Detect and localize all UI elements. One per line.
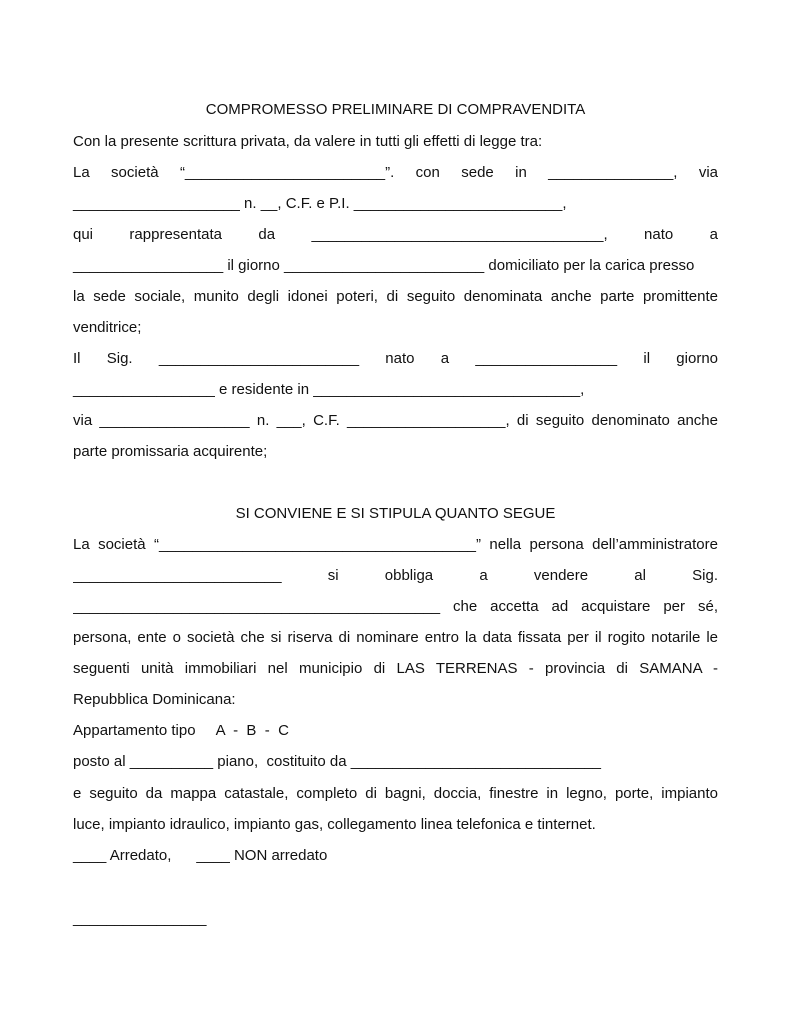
section-title: SI CONVIENE E SI STIPULA QUANTO SEGUE xyxy=(235,505,556,522)
line-11: parte promissaria acquirente; xyxy=(73,443,268,460)
line-17: Repubblica Dominicana: xyxy=(73,691,236,708)
line-5: __________________ il giorno ________________________ domiciliato per la carica presso xyxy=(73,257,695,274)
line-12: La società “______________________________________” nella persona dell’amministratore xyxy=(73,536,718,553)
line-7: venditrice; xyxy=(73,319,142,336)
line-13: _________________________ si obbliga a vendere al Sig. xyxy=(73,567,718,584)
line-10: via __________________ n. ___, C.F. ___________________, di seguito denominato anche xyxy=(73,412,718,429)
line-19: posto al __________ piano, costituito da ______________________________ xyxy=(73,753,601,770)
line-2: La società “________________________”. con sede in _______________, via xyxy=(73,164,718,181)
line-6: la sede sociale, munito degli idonei poteri, di seguito denominata anche parte promittente xyxy=(73,288,718,305)
line-15: persona, ente o società che si riserva di nominare entro la data fissata per il rogito notarile le xyxy=(73,629,718,646)
line-20: e seguito da mappa catastale, completo di bagni, doccia, finestre in legno, porte, impianto xyxy=(73,785,718,802)
line-3: ____________________ n. __, C.F. e P.I. _________________________, xyxy=(73,195,567,212)
line-22: ____ Arredato, ____ NON arredato xyxy=(73,847,328,864)
line-16: seguenti unità immobiliari nel municipio di LAS TERRENAS - provincia di SAMANA - xyxy=(73,660,718,677)
line-1: Con la presente scrittura privata, da valere in tutti gli effetti di legge tra: xyxy=(73,133,543,150)
signature-line: ________________ xyxy=(73,910,207,927)
line-14: ____________________________________________ che accetta ad acquistare per sé, xyxy=(73,598,718,615)
line-8: Il Sig. ________________________ nato a _________________ il giorno xyxy=(73,350,718,367)
line-18: Appartamento tipo A - B - C xyxy=(73,722,289,739)
line-4: qui rappresentata da ___________________________________, nato a xyxy=(73,226,718,243)
line-21: luce, impianto idraulico, impianto gas, collegamento linea telefonica e tinternet. xyxy=(73,816,596,833)
line-9: _________________ e residente in ________________________________, xyxy=(73,381,585,398)
document-title: COMPROMESSO PRELIMINARE DI COMPRAVENDITA xyxy=(205,101,586,118)
